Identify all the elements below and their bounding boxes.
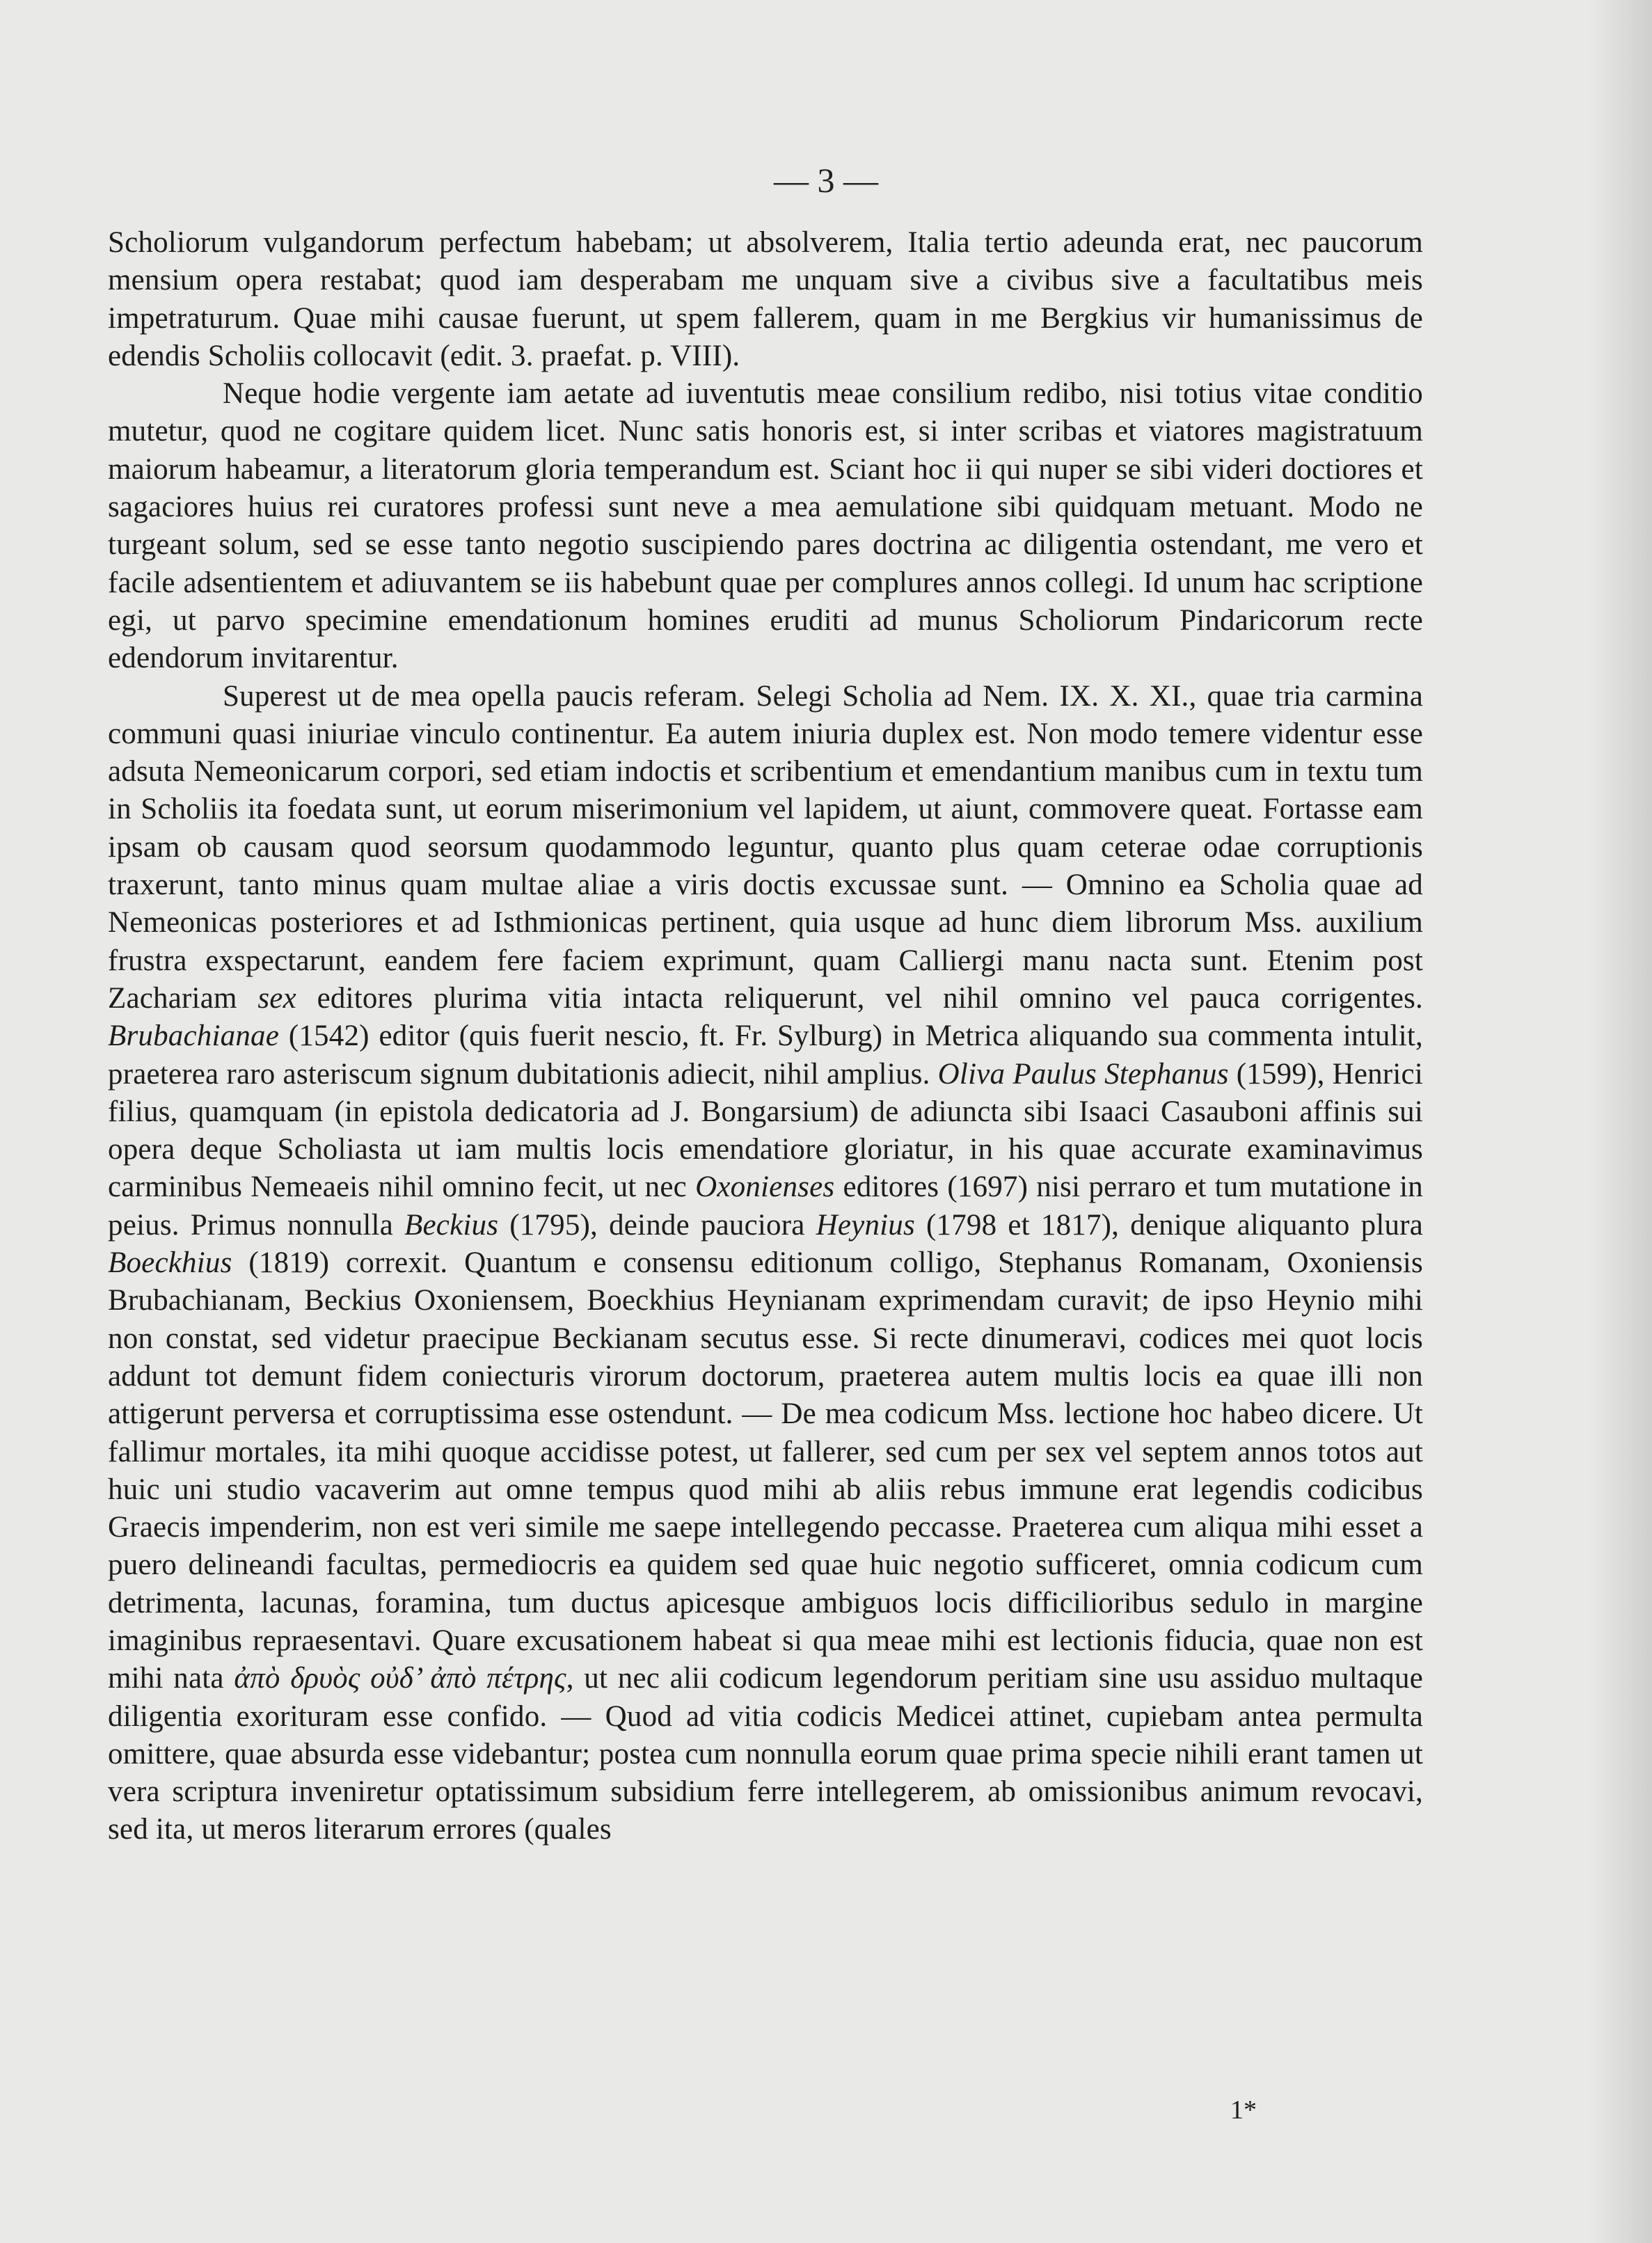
editor-brubachianae: Brubachianae — [108, 1020, 280, 1053]
editor-boeckhius: Boeckhius — [108, 1246, 232, 1280]
signature-mark: 1* — [1230, 2095, 1257, 2125]
paragraph-3-text-f: (1795), deinde pauciora — [498, 1208, 816, 1242]
paragraph-3-text-g: (1798 et 1817), denique aliquanto plura — [914, 1208, 1423, 1242]
paragraph-2: Neque hodie vergente iam aetate ad iuventutis meae consilium redibo, nisi totius vitae conditio mutetur, quod ne cogitare quidem licet. Nunc satis honoris est, si inter scribas et viatores magistratuum maiorum habeamur, a literatorum gloria temperandum est. Sciant hoc ii qui nuper se sibi videri doctiores et sagaciores huius rei curatores professi sunt neve a mea aemulatione sibi quidquam metuant. Modo ne turgeant solum, sed se esse tanto negotio suscipiendo pares doctrina ac diligentia ostendant, me vero et facile adsentientem et adiuvantem se iis habebunt quae per complures annos collegi. Id unum hac scriptione egi, ut parvo specimine emendationum homines eruditi ad munus Scholiorum Pindaricorum recte edendorum invitarentur. — [108, 377, 1423, 675]
editor-heynius: Heynius — [816, 1208, 915, 1242]
greek-quotation: ἀπὸ δρυὸς οὐδ’ ἀπὸ πέτρης — [234, 1662, 566, 1695]
paragraph-3 — [108, 678, 1423, 1849]
scan-edge-shadow — [1589, 0, 1652, 2243]
body-text — [108, 224, 1423, 1849]
editor-oliva-paulus-stephanus: Oliva Paulus Stephanus — [937, 1057, 1229, 1091]
paragraph-3-text-a: Superest ut de mea opella paucis referam. Selegi Scholia ad Nem. IX. X. XI., quae tria carmina communi quasi iniuriae vinculo continentur. Ea autem iniuria duplex est. Non modo temere videntur esse adsuta Nemeonicarum corpori, sed etiam indoctis et scribentium et emendantium manibus cum in textu tum in Scholiis ita foedata sunt, ut eorum miserimonium vel lapidem, ut aiunt, commovere queat. Fortasse eam ipsam ob causam quod seorsum quodammodo leguntur, quanto plus quam ceterae odae corruptionis traxerunt, tanto minus quam multae aliae a viris doctis excussae sunt. — Omnino ea Scholia quae ad Nemeonicas posteriores et ad Isthmionicas pertinent, quia usque ad hunc diem librorum Mss. auxilium frustra exspectarunt, eandem fere faciem exprimunt, quam Calliergi manu nacta sunt. Etenim post Zachariam — [108, 679, 1423, 1015]
paragraph-3-text-b: editores plurima vitia intacta reliquerunt, vel nihil omnino vel pauca corrigentes. — [296, 981, 1423, 1015]
paragraph-3-text-c: (1542) editor (quis fuerit nescio, ft. Fr. Sylburg) in Metrica aliquando sua commenta intulit, praeterea raro asteriscum signum dubitationis adiecit, nihil amplius. — [108, 1020, 1423, 1091]
editor-count-sex: sex — [257, 981, 296, 1015]
paragraph-3-text-h: (1819) correxit. Quantum e consensu editionum colligo, Stephanus Romanam, Oxoniensis Brubachianam, Beckius Oxoniensem, Boeckhius Heynianam exprimendam curavit; de ipso Heynio mihi non constat, sed videtur praecipue Beckianam secutus esse. Si recte dinumeravi, codices mei quot locis addunt tot demunt fidem coniecturis virorum doctorum, praeterea autem multis locis ea quae illi non attigerunt perversa et corruptissima esse ostendunt. — De mea codicum Mss. lectione hoc habeo dicere. Ut fallimur mortales, ita mihi quoque accidisse potest, ut fallerer, sed cum per sex vel septem annos totos aut huic uni studio vacaverim aut omne tempus quod mihi ab aliis rebus immune erat legendis codicibus Graecis impenderim, non est veri simile me saepe intellegendo peccasse. Praeterea cum aliqua mihi esset a puero delineandi facultas, permediocris ea quidem sed quae huic negotio sufficeret, omnia codicum cum detrimenta, lacunas, foramina, tum ductus apicesque ambiguos locis difficilioribus sedulo in margine imaginibus repraesentavi. Quare excusationem habeat si qua meae mihi est lectionis fiducia, quae non est mihi nata — [108, 1246, 1423, 1695]
paragraph-3-text-d: (1599), Henrici filius, quamquam (in epistola dedicatoria ad J. Bongarsium) de adiuncta sibi Isaaci Casauboni affinis sui opera deque Scholiasta ut iam multis locis emendatiore gloriatur, in his quae accurate examinavimus carminibus Nemeaeis nihil omnino fecit, ut nec — [108, 1057, 1423, 1204]
paragraph-3-text-e: editores (1697) nisi perraro et tum mutatione in peius. Primus nonnulla — [108, 1171, 1423, 1242]
page-number: — 3 — — [774, 161, 878, 200]
editor-beckius: Beckius — [404, 1208, 499, 1242]
editor-oxonienses: Oxonienses — [695, 1171, 835, 1204]
paragraph-1: Scholiorum vulgandorum perfectum habebam; ut absolverem, Italia tertio adeunda erat, nec paucorum mensium opera restabat; quod iam desperabam me unquam sive a civibus sive a facultatibus meis impetraturum. Quae mihi causae fuerunt, ut spem fallerem, quam in me Bergkius vir humanissimus de edendis Scholiis collocavit (edit. 3. praefat. p. VIII). — [108, 226, 1423, 372]
paragraph-3-text-i: , ut nec alii codicum legendorum peritiam sine usu assiduo multaque diligentia exorituram esse confido. — Quod ad vitia codicis Medicei attinet, cupiebam antea permulta omittere, quae absurda esse videbantur; postea cum nonnulla eorum quae prima specie nihili erant tamen ut vera scriptura inveniretur optatissimum subsidium ferre intellegerem, ab omissionibus animum revocavi, sed ita, ut meros literarum errores (quales — [108, 1662, 1423, 1846]
